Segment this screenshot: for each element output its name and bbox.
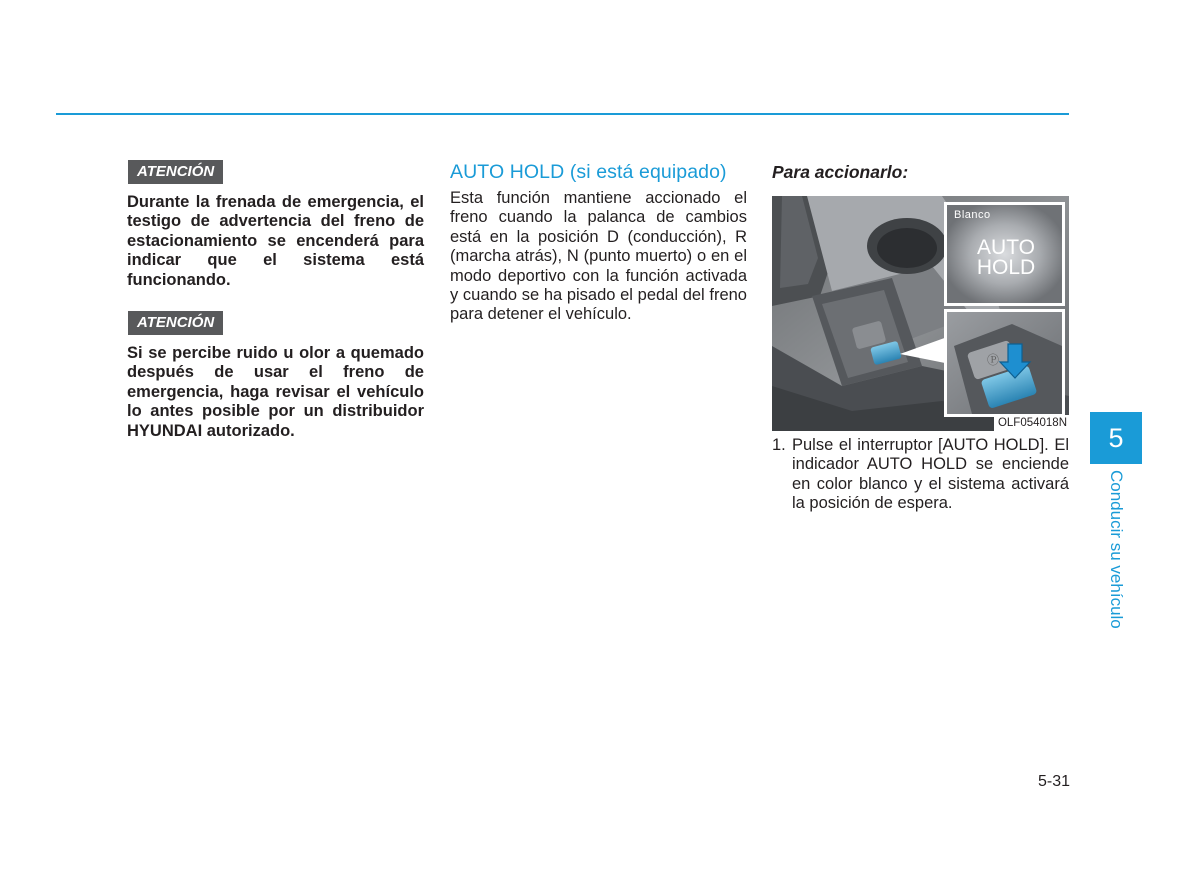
page-number: 5-31 [1037, 773, 1070, 790]
warning-block-1 [127, 160, 424, 290]
indicator-line-1: AUTO [977, 236, 1035, 259]
top-rule [56, 113, 1069, 115]
auto-hold-column [450, 160, 747, 325]
step-item [772, 436, 1069, 514]
section-body: Esta función mantiene accionado el freno cuando la palanca de cambios está en la posición D (conducción), R (marcha atrás), N (punto muerto) o en el modo deportivo con la función activada y cuando se ha pisado el pedal del freno para detener el vehículo. [450, 189, 747, 324]
warning-block-2 [127, 311, 424, 441]
auto-hold-figure [772, 196, 1069, 431]
chapter-tab [1090, 412, 1142, 464]
warning-badge: ATENCIÓN [128, 160, 223, 184]
console-illustration [772, 196, 1069, 431]
chapter-number: 5 [1108, 422, 1124, 453]
section-title: AUTO HOLD (si está equipado) [450, 161, 727, 183]
chapter-title: Conducir su vehículo [1107, 470, 1126, 629]
warning-text: Si se percibe ruido u olor a quemado después de usar el freno de emergencia, haga revisar el vehículo lo antes posible por un distribuidor HYUNDAI autorizado. [127, 344, 424, 440]
step-text: Pulse el interruptor [AUTO HOLD]. El indicador AUTO HOLD se enciende en color blanco y el sistema activará la posición de espera. [792, 436, 1069, 513]
warning-text: Durante la frenada de emergencia, el testigo de advertencia del freno de estacionamiento se encenderá para indicar que el sistema está funcionando. [127, 193, 424, 289]
warning-badge: ATENCIÓN [128, 311, 223, 335]
warnings-column [127, 160, 424, 441]
indicator-line-2: HOLD [976, 256, 1036, 279]
figure-code: OLF054018N [994, 415, 1069, 431]
inset-label: Blanco [954, 209, 991, 221]
svg-text:Ⓟ: Ⓟ [987, 353, 1000, 367]
subsection-title: Para accionarlo: [772, 162, 909, 182]
step-number: 1. [772, 436, 786, 454]
operation-column [772, 160, 1069, 514]
